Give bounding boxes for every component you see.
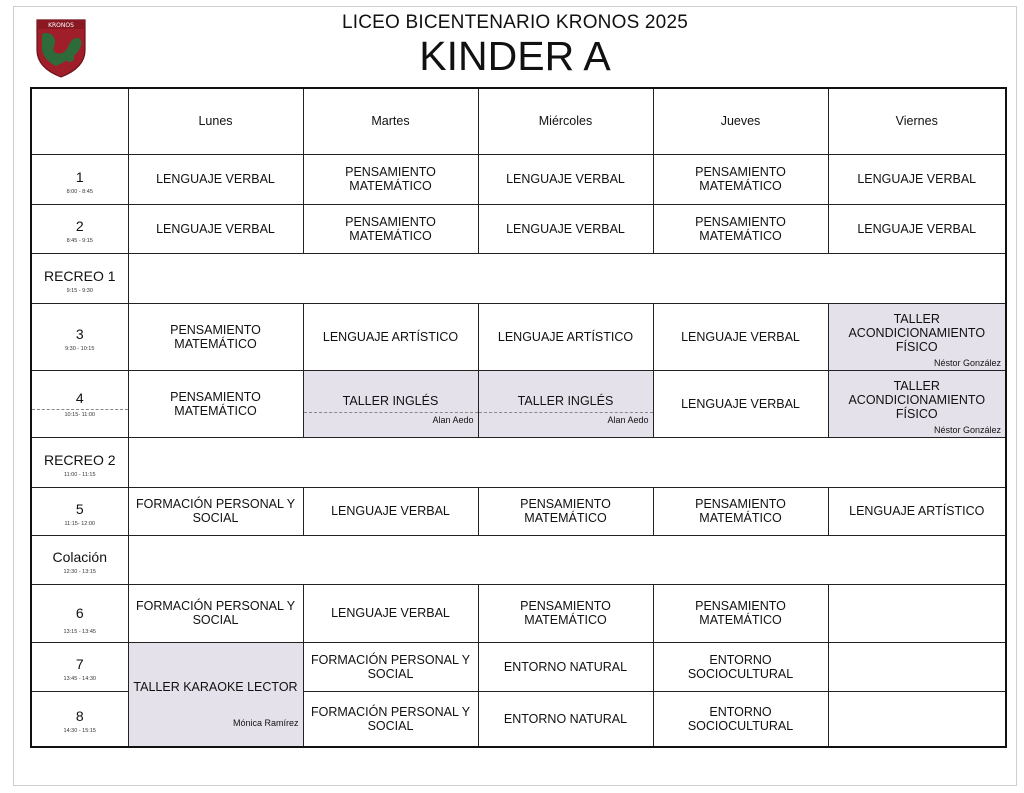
subject-cell: LENGUAJE ARTÍSTICO	[828, 487, 1006, 535]
day-header: Viernes	[828, 88, 1006, 154]
break-row	[31, 535, 1006, 584]
period-number: 7	[75, 656, 84, 672]
break-span	[128, 535, 1006, 584]
subject-cell: PENSAMIENTO MATEMÁTICO	[303, 204, 478, 253]
period-time: 9:30 - 10:15	[65, 346, 95, 352]
subject-cell: LENGUAJE VERBAL	[128, 154, 303, 204]
workshop-title: TALLER KARAOKE LECTOR	[133, 680, 298, 695]
subject-cell: LENGUAJE VERBAL	[653, 303, 828, 370]
break-row	[31, 437, 1006, 487]
table-row	[31, 487, 1006, 535]
break-row	[31, 253, 1006, 303]
corner-cell	[31, 88, 128, 154]
subject-cell: PENSAMIENTO MATEMÁTICO	[653, 204, 828, 253]
period-number: 3	[75, 326, 84, 342]
day-header: Jueves	[653, 88, 828, 154]
period-time: 13:15 - 13:45	[63, 628, 96, 635]
subject-cell	[828, 584, 1006, 642]
period-cell	[31, 642, 128, 691]
workshop-title: TALLER ACONDICIONAMIENTO FÍSICO	[848, 311, 986, 354]
workshop-title: TALLER ACONDICIONAMIENTO FÍSICO	[848, 378, 986, 421]
subject-cell: ENTORNO NATURAL	[478, 642, 653, 691]
subject-cell: LENGUAJE VERBAL	[653, 370, 828, 437]
subject-cell: ENTORNO SOCIOCULTURAL	[653, 642, 828, 691]
subject-cell: PENSAMIENTO MATEMÁTICO	[653, 487, 828, 535]
subject-cell: PENSAMIENTO MATEMÁTICO	[478, 584, 653, 642]
period-cell	[31, 204, 128, 253]
subject-cell: LENGUAJE VERBAL	[303, 487, 478, 535]
subject-cell: FORMACIÓN PERSONAL Y SOCIAL	[303, 691, 478, 747]
subject-cell: FORMACIÓN PERSONAL Y SOCIAL	[128, 584, 303, 642]
subject-cell: PENSAMIENTO MATEMÁTICO	[653, 584, 828, 642]
subject-cell: LENGUAJE VERBAL	[478, 204, 653, 253]
period-time: 14:30 - 15:15	[63, 728, 96, 735]
workshop-cell	[828, 303, 1006, 370]
subject-cell: LENGUAJE VERBAL	[828, 154, 1006, 204]
school-logo	[34, 16, 88, 78]
class-title: KINDER A	[419, 33, 611, 79]
period-number: 6	[75, 604, 84, 621]
subject-cell: LENGUAJE VERBAL	[303, 584, 478, 642]
workshop-cell	[828, 370, 1006, 437]
table-row	[31, 584, 1006, 642]
school-title: LICEO BICENTENARIO KRONOS 2025	[342, 12, 688, 33]
table-row	[31, 154, 1006, 204]
period-cell	[31, 154, 128, 204]
day-header: Miércoles	[478, 88, 653, 154]
workshop-title: TALLER INGLÉS	[517, 394, 614, 408]
break-label: RECREO 2	[43, 451, 116, 468]
workshop-cell	[303, 370, 478, 437]
workshop-title: TALLER INGLÉS	[342, 394, 439, 408]
subject-cell: LENGUAJE ARTÍSTICO	[303, 303, 478, 370]
teacher-name: Alan Aedo	[432, 414, 474, 425]
period-number: 5	[75, 500, 84, 517]
workshop-cell	[128, 642, 303, 747]
teacher-name: Alan Aedo	[607, 414, 649, 425]
teacher-name: Néstor González	[933, 357, 1001, 368]
header-row	[31, 88, 1006, 154]
subject-cell: ENTORNO NATURAL	[478, 691, 653, 747]
subject-cell: PENSAMIENTO MATEMÁTICO	[653, 154, 828, 204]
break-time: 12:30 - 13:15	[63, 569, 96, 575]
break-time: 11:00 - 11:15	[63, 471, 96, 478]
period-number: 1	[75, 168, 84, 185]
period-time: 11:15- 12:00	[64, 520, 95, 527]
subject-cell: PENSAMIENTO MATEMÁTICO	[478, 487, 653, 535]
period-time: 13:45 - 14:30	[63, 676, 96, 682]
subject-cell: FORMACIÓN PERSONAL Y SOCIAL	[128, 487, 303, 535]
teacher-name: Mónica Ramírez	[232, 718, 299, 728]
period-time: 10:15- 11:00	[64, 412, 95, 418]
subject-cell: PENSAMIENTO MATEMÁTICO	[128, 370, 303, 437]
period-cell	[31, 691, 128, 747]
break-span	[128, 253, 1006, 303]
subject-cell: PENSAMIENTO MATEMÁTICO	[303, 154, 478, 204]
workshop-cell	[478, 370, 653, 437]
break-label-cell	[31, 535, 128, 584]
table-row	[31, 642, 1006, 691]
subject-cell: LENGUAJE VERBAL	[128, 204, 303, 253]
schedule-table	[30, 87, 1007, 748]
teacher-name: Néstor González	[933, 424, 1001, 435]
period-time: 8:00 - 8:45	[66, 188, 93, 195]
period-cell	[31, 584, 128, 642]
day-header: Lunes	[128, 88, 303, 154]
subject-cell: LENGUAJE ARTÍSTICO	[478, 303, 653, 370]
period-number: 2	[75, 218, 84, 234]
break-label-cell	[31, 253, 128, 303]
break-label: Colación	[52, 549, 107, 565]
period-cell	[31, 487, 128, 535]
subject-cell: LENGUAJE VERBAL	[828, 204, 1006, 253]
day-header: Martes	[303, 88, 478, 154]
subject-cell	[828, 642, 1006, 691]
period-number: 8	[75, 708, 84, 725]
break-label-cell	[31, 437, 128, 487]
table-row	[31, 370, 1006, 437]
table-row	[31, 303, 1006, 370]
subject-cell: ENTORNO SOCIOCULTURAL	[653, 691, 828, 747]
period-number: 4	[75, 390, 84, 406]
subject-cell: LENGUAJE VERBAL	[478, 154, 653, 204]
table-row	[31, 204, 1006, 253]
period-cell	[31, 370, 128, 437]
period-time: 8:45 - 9:15	[66, 238, 93, 244]
subject-cell	[828, 691, 1006, 747]
break-label: RECREO 1	[43, 267, 116, 284]
break-time: 9:15 - 9:30	[66, 287, 93, 294]
period-cell	[31, 303, 128, 370]
logo-text: KRONOS	[48, 22, 74, 29]
subject-cell: FORMACIÓN PERSONAL Y SOCIAL	[303, 642, 478, 691]
subject-cell: PENSAMIENTO MATEMÁTICO	[128, 303, 303, 370]
break-span	[128, 437, 1006, 487]
